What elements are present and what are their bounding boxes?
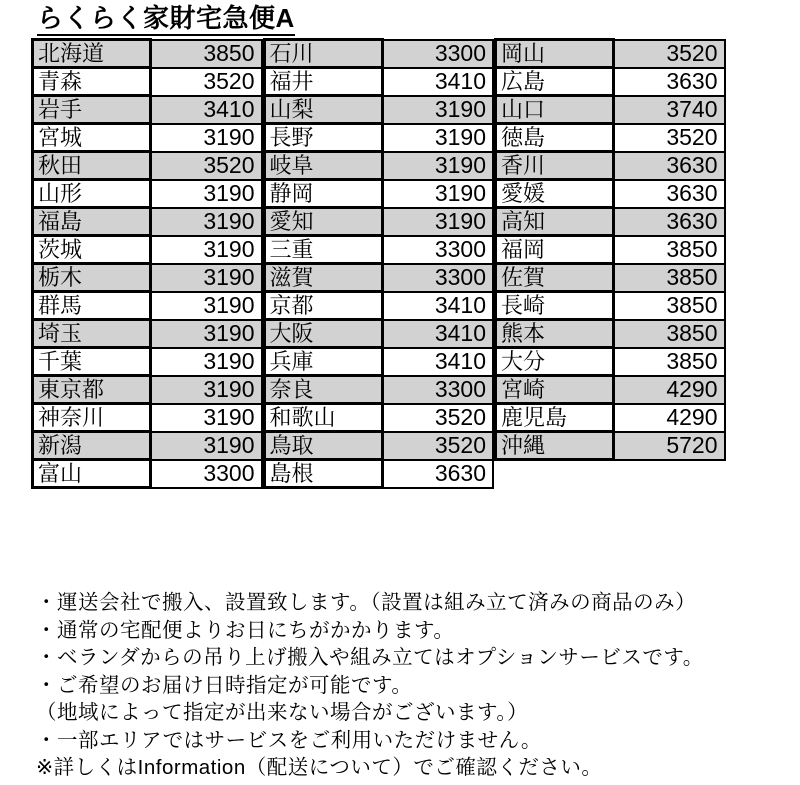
price-cell: 3850	[614, 292, 725, 320]
table-row	[33, 348, 262, 376]
prefecture-name-cell: 山形	[33, 180, 151, 208]
table-row	[33, 180, 262, 208]
price-cell: 3630	[382, 460, 493, 488]
shipping-price-table	[31, 38, 726, 489]
prefecture-name-cell: 千葉	[33, 348, 151, 376]
price-cell: 3190	[151, 180, 262, 208]
table-row	[33, 124, 262, 152]
prefecture-name-cell: 新潟	[33, 432, 151, 460]
price-table-column-3	[494, 38, 726, 461]
table-row	[33, 292, 262, 320]
prefecture-name-cell: 栃木	[33, 264, 151, 292]
table-row	[496, 40, 725, 68]
price-cell: 3520	[151, 152, 262, 180]
table-row	[264, 264, 493, 292]
prefecture-name-cell: 徳島	[496, 124, 614, 152]
table-row	[264, 460, 493, 488]
prefecture-name-cell: 高知	[496, 208, 614, 236]
table-row	[33, 208, 262, 236]
table-row	[264, 68, 493, 96]
prefecture-name-cell: 山梨	[264, 96, 382, 124]
prefecture-name-cell: 大分	[496, 348, 614, 376]
prefecture-name-cell: 岩手	[33, 96, 151, 124]
table-row	[33, 96, 262, 124]
prefecture-name-cell: 和歌山	[264, 404, 382, 432]
table-row	[33, 152, 262, 180]
prefecture-name-cell: 長野	[264, 124, 382, 152]
table-row	[496, 376, 725, 404]
price-cell: 3410	[382, 68, 493, 96]
price-table-column-2	[263, 38, 495, 489]
price-cell: 4290	[614, 376, 725, 404]
price-cell: 3630	[614, 180, 725, 208]
note-line: ・一部エリアではサービスをご利用いただけません。	[36, 728, 542, 752]
prefecture-name-cell: 群馬	[33, 292, 151, 320]
table-row	[33, 404, 262, 432]
price-cell: 3190	[151, 348, 262, 376]
prefecture-name-cell: 兵庫	[264, 348, 382, 376]
table-row	[496, 236, 725, 264]
prefecture-name-cell: 福井	[264, 68, 382, 96]
table-row	[33, 376, 262, 404]
prefecture-name-cell: 鳥取	[264, 432, 382, 460]
prefecture-name-cell: 長崎	[496, 292, 614, 320]
prefecture-name-cell: 香川	[496, 152, 614, 180]
prefecture-name-cell: 福岡	[496, 236, 614, 264]
price-cell: 3190	[151, 236, 262, 264]
table-row	[264, 208, 493, 236]
price-cell: 3410	[382, 348, 493, 376]
price-cell: 3850	[614, 348, 725, 376]
table-row	[264, 152, 493, 180]
prefecture-name-cell: 滋賀	[264, 264, 382, 292]
table-row	[264, 96, 493, 124]
price-cell: 3190	[151, 124, 262, 152]
note-line: ・ご希望のお届け日時指定が可能です。	[36, 673, 413, 697]
table-row	[496, 152, 725, 180]
prefecture-name-cell: 広島	[496, 68, 614, 96]
table-row	[33, 320, 262, 348]
price-cell: 3190	[382, 180, 493, 208]
price-cell: 4290	[614, 404, 725, 432]
price-cell: 3190	[151, 292, 262, 320]
price-table-column-1	[31, 38, 263, 489]
price-cell: 3850	[614, 320, 725, 348]
price-cell: 3520	[151, 68, 262, 96]
price-cell: 3190	[151, 264, 262, 292]
prefecture-name-cell: 鹿児島	[496, 404, 614, 432]
note-line: （地域によって指定が出来ない場合がございます。）	[36, 701, 529, 724]
price-cell: 3300	[382, 236, 493, 264]
price-cell: 3190	[151, 376, 262, 404]
table-row	[33, 432, 262, 460]
note-line: ・運送会社で搬入、設置致します。（設置は組み立て済みの商品のみ）	[36, 591, 697, 614]
notes-section	[36, 589, 796, 782]
price-cell: 3190	[151, 432, 262, 460]
table-row	[496, 432, 725, 460]
prefecture-name-cell: 山口	[496, 96, 614, 124]
price-cell: 3630	[614, 152, 725, 180]
table-row	[496, 320, 725, 348]
price-cell: 3190	[151, 208, 262, 236]
prefecture-name-cell: 奈良	[264, 376, 382, 404]
table-row	[264, 404, 493, 432]
price-cell: 3410	[151, 96, 262, 124]
table-row	[496, 264, 725, 292]
price-cell: 3740	[614, 96, 725, 124]
prefecture-name-cell: 三重	[264, 236, 382, 264]
prefecture-name-cell: 青森	[33, 68, 151, 96]
prefecture-name-cell: 愛媛	[496, 180, 614, 208]
table-row	[496, 96, 725, 124]
prefecture-name-cell: 秋田	[33, 152, 151, 180]
table-row	[496, 404, 725, 432]
prefecture-name-cell: 京都	[264, 292, 382, 320]
prefecture-name-cell: 埼玉	[33, 320, 151, 348]
table-row	[264, 236, 493, 264]
table-row	[264, 376, 493, 404]
table-row	[33, 40, 262, 68]
table-row	[264, 292, 493, 320]
price-cell: 3190	[151, 404, 262, 432]
prefecture-name-cell: 静岡	[264, 180, 382, 208]
price-cell: 3850	[614, 264, 725, 292]
prefecture-name-cell: 宮崎	[496, 376, 614, 404]
price-cell: 3850	[151, 40, 262, 68]
prefecture-name-cell: 岡山	[496, 40, 614, 68]
table-row	[496, 180, 725, 208]
prefecture-name-cell: 沖縄	[496, 432, 614, 460]
prefecture-name-cell: 北海道	[33, 40, 151, 68]
table-row	[33, 460, 262, 488]
price-cell: 3630	[614, 208, 725, 236]
price-cell: 3520	[614, 124, 725, 152]
table-row	[496, 124, 725, 152]
prefecture-name-cell: 茨城	[33, 236, 151, 264]
price-cell: 3850	[614, 236, 725, 264]
table-row	[264, 40, 493, 68]
prefecture-name-cell: 岐阜	[264, 152, 382, 180]
price-cell: 3520	[382, 404, 493, 432]
table-row	[496, 208, 725, 236]
price-cell: 3300	[382, 264, 493, 292]
prefecture-name-cell: 熊本	[496, 320, 614, 348]
price-cell: 3190	[151, 320, 262, 348]
price-cell: 3520	[382, 432, 493, 460]
price-cell: 3190	[382, 208, 493, 236]
price-cell: 5720	[614, 432, 725, 460]
table-row	[496, 68, 725, 96]
note-line: ・ベランダからの吊り上げ搬入や組み立てはオプションサービスです。	[36, 646, 704, 669]
prefecture-name-cell: 愛知	[264, 208, 382, 236]
page-title: らくらく家財宅急便A	[37, 3, 295, 36]
price-cell: 3190	[382, 152, 493, 180]
prefecture-name-cell: 石川	[264, 40, 382, 68]
prefecture-name-cell: 富山	[33, 460, 151, 488]
prefecture-name-cell: 大阪	[264, 320, 382, 348]
price-cell: 3190	[382, 124, 493, 152]
prefecture-name-cell: 佐賀	[496, 264, 614, 292]
table-row	[33, 68, 262, 96]
price-cell: 3410	[382, 292, 493, 320]
table-row	[264, 320, 493, 348]
price-cell: 3300	[382, 40, 493, 68]
price-cell: 3410	[382, 320, 493, 348]
prefecture-name-cell: 神奈川	[33, 404, 151, 432]
price-cell: 3630	[614, 68, 725, 96]
table-row	[264, 124, 493, 152]
price-cell: 3190	[382, 96, 493, 124]
prefecture-name-cell: 福島	[33, 208, 151, 236]
table-row	[264, 348, 493, 376]
price-cell: 3300	[382, 376, 493, 404]
prefecture-name-cell: 島根	[264, 460, 382, 488]
prefecture-name-cell: 東京都	[33, 376, 151, 404]
prefecture-name-cell: 宮城	[33, 124, 151, 152]
table-row	[264, 180, 493, 208]
table-row	[33, 264, 262, 292]
note-line: ・通常の宅配便よりお日にちがかかります。	[36, 618, 455, 642]
price-cell: 3520	[614, 40, 725, 68]
price-cell: 3300	[151, 460, 262, 488]
table-row	[264, 432, 493, 460]
note-line: ※詳しくはInformation（配送について）でご確認ください。	[36, 756, 603, 779]
table-row	[496, 348, 725, 376]
table-row	[496, 292, 725, 320]
table-row	[33, 236, 262, 264]
